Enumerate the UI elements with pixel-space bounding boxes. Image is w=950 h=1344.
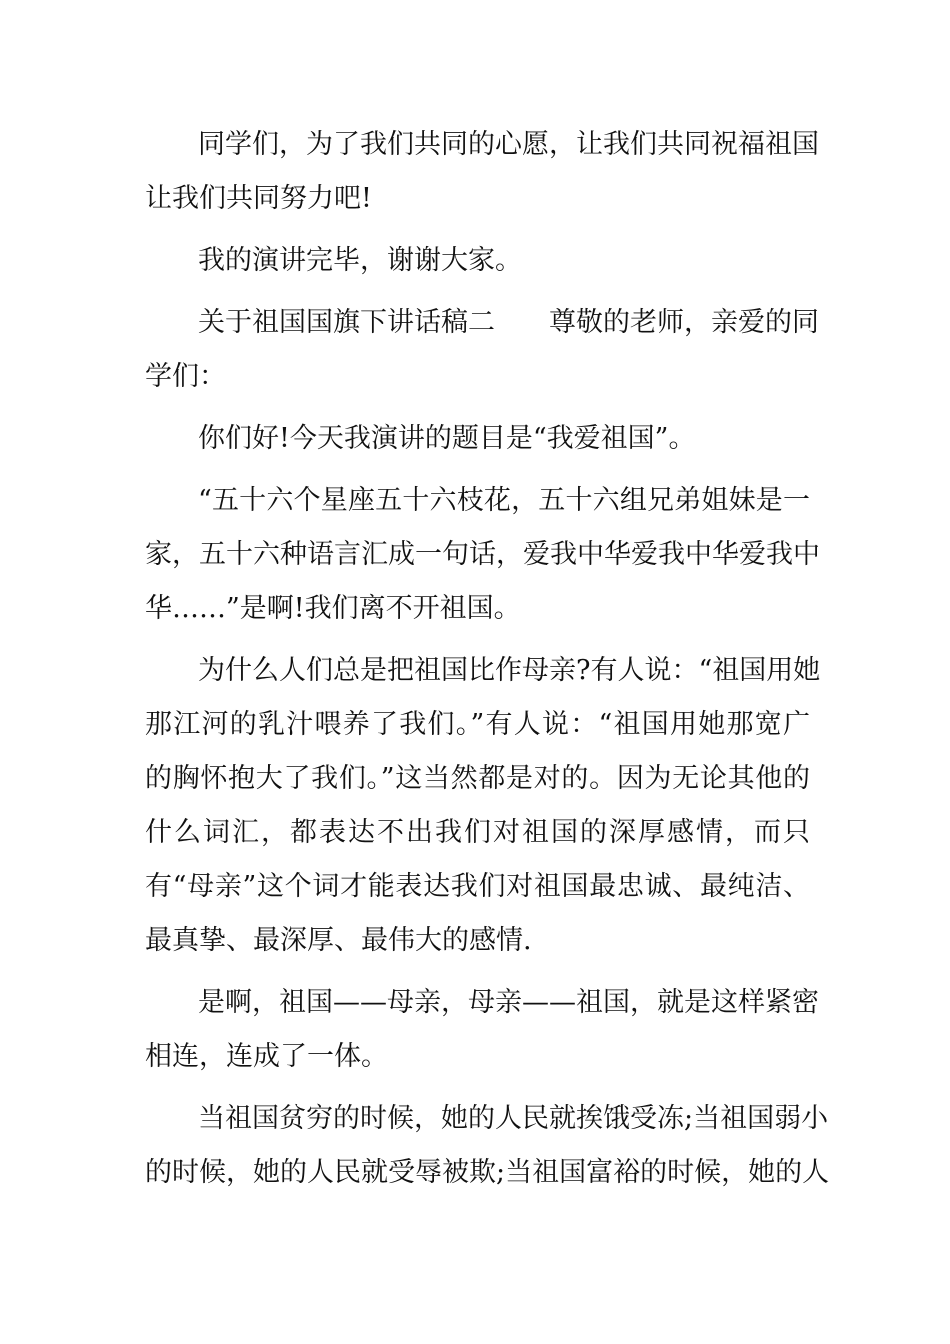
- text-line: 华……”是啊!我们离不开祖国。: [145, 593, 521, 624]
- text-line: 最真挚、最深厚、最伟大的感情.: [145, 925, 532, 956]
- paragraph: [145, 234, 810, 288]
- paragraph: [145, 412, 810, 466]
- text-line: 你们好!今天我演讲的题目是“我爱祖国”。: [198, 423, 696, 454]
- text-line: 学们：: [145, 361, 226, 392]
- paragraph: [145, 644, 821, 968]
- text-line: 有“母亲”这个词才能表达我们对祖国最忠诚、最纯洁、: [145, 871, 810, 902]
- text-line: 关于祖国国旗下讲话稿二 尊敬的老师，亲爱的同: [198, 307, 819, 338]
- text-line: 是啊，祖国——母亲，母亲——祖国，就是这样紧密: [198, 987, 819, 1018]
- text-line: “五十六个星座五十六枝花，五十六组兄弟姐妹是一: [198, 485, 810, 516]
- paragraph: [145, 296, 819, 404]
- text-line: 为什么人们总是把祖国比作母亲?有人说：“祖国用她: [198, 655, 821, 686]
- paragraph: [145, 118, 819, 226]
- document-body: [145, 118, 830, 1200]
- text-line: 我的演讲完毕，谢谢大家。: [198, 245, 522, 276]
- paragraph: [145, 1092, 830, 1200]
- text-line: 的胸怀抱大了我们。”这当然都是对的。因为无论其他的: [145, 763, 810, 794]
- paragraph: [145, 976, 819, 1084]
- paragraph: [145, 474, 820, 636]
- text-line: 的时候，她的人民就受辱被欺;当祖国富裕的时候，她的人: [145, 1157, 830, 1188]
- text-line: 那江河的乳汁喂养了我们。”有人说：“祖国用她那宽广: [145, 709, 810, 740]
- text-line: 让我们共同努力吧!: [145, 183, 372, 214]
- text-line: 同学们，为了我们共同的心愿，让我们共同祝福祖国: [198, 129, 819, 160]
- text-line: 当祖国贫穷的时候，她的人民就挨饿受冻;当祖国弱小: [198, 1103, 829, 1134]
- text-line: 什么词汇，都表达不出我们对祖国的深厚感情，而只: [145, 817, 810, 848]
- text-line: 家，五十六种语言汇成一句话，爱我中华爱我中华爱我中: [145, 539, 820, 570]
- text-line: 相连，连成了一体。: [145, 1041, 388, 1072]
